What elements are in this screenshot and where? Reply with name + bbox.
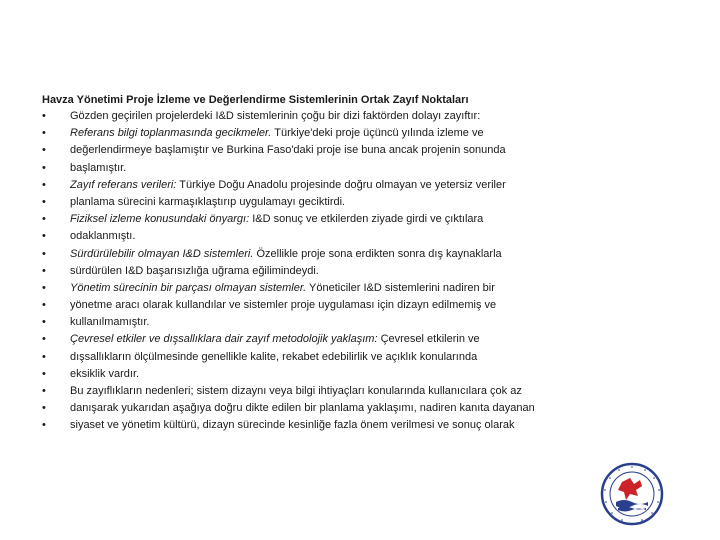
bullet-line	[42, 228, 662, 245]
bullet-marker: •	[42, 385, 46, 397]
emphasis-text: Yönetim sürecinin bir parçası olmayan sistemler.	[70, 281, 307, 294]
bullet-text	[70, 331, 480, 348]
bullet-marker: •	[42, 299, 46, 312]
bullet-line	[42, 366, 662, 383]
plain-text: başlamıştır.	[70, 161, 127, 174]
slide-title: Havza Yönetimi Proje İzleme ve Değerlendirme Sistemlerinin Ortak Zayıf Noktaları	[42, 94, 469, 106]
bullet-list	[42, 108, 662, 435]
bullet-marker: •	[42, 230, 46, 243]
bullet-line	[42, 142, 662, 159]
plain-text: yönetme aracı olarak kullandılar ve sistemler proje uygulaması için dizayn edilmemiş ve	[70, 299, 497, 312]
bullet-line	[42, 263, 662, 280]
bullet-line	[42, 280, 662, 297]
bullet-text	[70, 194, 345, 211]
bullet-line	[42, 211, 662, 228]
bullet-text	[70, 125, 484, 142]
bullet-marker: •	[42, 144, 46, 157]
bullet-line	[42, 297, 662, 314]
bullet-line	[42, 383, 662, 400]
bullet-text	[70, 246, 502, 263]
bullet-marker: •	[42, 419, 46, 432]
bullet-line	[42, 108, 662, 125]
bullet-marker: •	[42, 367, 46, 380]
bullet-text	[70, 263, 319, 280]
bullet-line	[42, 194, 662, 211]
bullet-line	[42, 246, 662, 263]
plain-text: kullanılmamıştır.	[70, 316, 150, 329]
emphasis-text: Fiziksel izleme konusundaki önyargı:	[70, 213, 250, 226]
bullet-marker: •	[42, 110, 46, 122]
bullet-text	[70, 228, 135, 245]
emphasis-text: Sürdürülebilir olmayan I&D sistemleri.	[70, 247, 254, 260]
plain-text: değerlendirmeye başlamıştır ve Burkina Faso'daki proje ise buna ancak projenin sonunda	[70, 144, 506, 157]
plain-text: Yöneticiler I&D sistemlerini nadiren bir	[306, 281, 495, 294]
bullet-line	[42, 125, 662, 142]
plain-text: Bu zayıflıkların nedenleri; sistem dizaynı veya bilgi ihtiyaçları konularında kullanıcılara çok az	[70, 385, 522, 397]
plain-text: eksiklik vardır.	[70, 367, 140, 380]
bullet-text	[70, 383, 522, 400]
bullet-line	[42, 331, 662, 348]
bullet-text	[70, 211, 483, 228]
plain-text: I&D sonuç ve etkilerden ziyade girdi ve çıktılara	[249, 213, 484, 226]
plain-text: Özellikle proje sona erdikten sonra dış kaynaklarla	[253, 247, 502, 260]
emphasis-text: Zayıf referans verileri:	[70, 178, 177, 191]
bullet-marker: •	[42, 213, 46, 226]
emphasis-text: Referans bilgi toplanmasında gecikmeler.	[70, 127, 272, 140]
plain-text: planlama sürecini karmaşıklaştırıp uygulamayı geciktirdi.	[70, 195, 346, 208]
plain-text: siyaset ve yönetim kültürü, dizayn sürecinde kesinliğe fazla önem verilmesi ve sonuç olarak	[70, 419, 515, 432]
plain-text: danışarak yukarıdan aşağıya doğru dikte edilen bir planlama yaklaşımı, nadiren kanıta dayanan	[70, 402, 535, 415]
plain-text: dışsallıkların ölçülmesinde genellikle kalite, rekabet edebilirlik ve açıklık konularında	[70, 350, 478, 363]
bullet-marker: •	[42, 402, 46, 415]
bullet-marker: •	[42, 178, 46, 191]
bullet-text	[70, 417, 515, 434]
bullet-marker: •	[42, 127, 46, 140]
bullet-marker: •	[42, 161, 46, 174]
bullet-text	[70, 349, 477, 366]
bullet-text	[70, 160, 126, 177]
plain-text: odaklanmıştı.	[70, 230, 136, 243]
bullet-marker: •	[42, 350, 46, 363]
plain-text: Gözden geçirilen projelerdeki I&D sistemlerinin çoğu bir dizi faktörden dolayı zayıftır:	[70, 110, 481, 122]
bullet-marker: •	[42, 247, 46, 260]
plain-text: Çevresel etkilerin ve	[377, 333, 480, 346]
plain-text: sürdürülen I&D başarısızlığa uğrama eğilimindeydi.	[70, 264, 319, 277]
bullet-marker: •	[42, 333, 46, 346]
seal-icon	[600, 462, 664, 526]
bullet-text	[70, 297, 496, 314]
bullet-line	[42, 417, 662, 434]
bullet-marker: •	[42, 195, 46, 208]
bullet-text	[70, 366, 139, 383]
university-logo	[600, 462, 664, 526]
bullet-text	[70, 400, 535, 417]
bullet-text	[70, 280, 495, 297]
bullet-text	[70, 142, 506, 159]
bullet-text	[70, 108, 480, 125]
plain-text: Türkiye'deki proje üçüncü yılında izleme ve	[271, 127, 484, 140]
bullet-line	[42, 160, 662, 177]
bullet-text	[70, 314, 149, 331]
emphasis-text: Çevresel etkiler ve dışsallıklara dair zayıf metodolojik yaklaşım:	[70, 333, 378, 346]
bullet-marker: •	[42, 316, 46, 329]
bullet-marker: •	[42, 264, 46, 277]
bullet-text	[70, 177, 506, 194]
bullet-line	[42, 349, 662, 366]
plain-text: Türkiye Doğu Anadolu projesinde doğru olmayan ve yetersiz veriler	[176, 178, 506, 191]
bullet-line	[42, 400, 662, 417]
bullet-line	[42, 314, 662, 331]
bullet-line	[42, 177, 662, 194]
bullet-marker: •	[42, 281, 46, 294]
